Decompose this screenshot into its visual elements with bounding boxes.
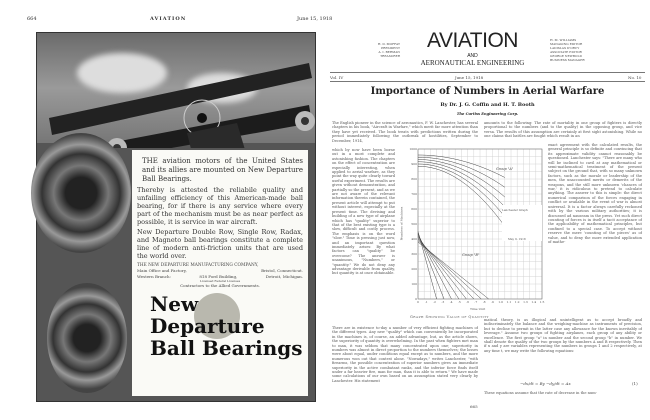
article-after-equation: These equations assume that the rate of decrease in the num-: [484, 391, 597, 395]
ad-office-5: Detroit, Michigan.: [265, 273, 303, 279]
x-tick-label: .7: [474, 300, 478, 304]
x-tick-label: .8: [482, 300, 486, 304]
article-column-right-narrow: exact agreement with the calculated results, the general principle is so definite and convincing that its approximate validity cannot reasonably be questioned. Lanchester says: "There are many who will be inclined to cavil at any mathematical or semi-mathematical treatment of the present subject on the ground that, with so many unknown factors, such as the morale or leadership of the men, the unaccounted merits or demerits of the weapons, and the still more unknown 'chances of war,' it is ridiculous to pretend to calculate anything. The answer to this is simple: the direct numerical comparison of the forces engaging in conflict or available in the event of war is almost universal. It is a factor always carefully reckoned with by the various military authorities; it is discussed ad nauseam in the press. Yet such direct counting of forces is in itself a tacit acceptance of the applicability of mathematical principles, but confined to a special case. To accept without reserve the mere 'counting of the pieces' as of value, and to deny the more extended application of mathe-: [548, 143, 642, 244]
ad-text-panel: [132, 150, 308, 396]
graph-svg: [398, 145, 546, 315]
x-tick-label: .1: [424, 300, 428, 304]
page-number-right: 665: [470, 404, 478, 409]
ball-bearing-image: [31, 133, 131, 253]
lanchester-graph: [398, 145, 546, 315]
graph-ylabel: Numbers of Machines: [399, 206, 404, 240]
brand-line-1: New Departure: [150, 292, 265, 338]
volume-rule: [330, 81, 645, 82]
x-tick-label: 1.2: [514, 300, 520, 304]
y-tick-label: 1000: [409, 147, 417, 151]
article-title: Importance of Numbers in Aerial Warfare: [370, 86, 605, 97]
x-tick-label: 1.1: [506, 300, 512, 304]
y-tick-label: 400: [411, 237, 417, 241]
staff-name: LADISLAS D'ORCY: [550, 46, 580, 50]
article-column-right-lower: matical theory, is as illogical and unintelligent as to accept broadly and indiscriminately the balance and the weighing-machine as instruments of precision, but to decline to permit in the latter case any allowance for the known inevitably of leverage." Assume two groups of fighting airplanes, each group of any ability or excellence. The first group "a" in number and the second group "b" in number. We shall denote the quality of the two groups by the numbers A and B respectively. Then if x and y are variables representing the numbers in groups 1 and 2 respectively, at any time t, we may write the following equations:: [484, 318, 642, 353]
label-group-a: Group "A": [496, 167, 514, 171]
y-tick-label: 800: [411, 177, 417, 181]
staff-role: TREASURER: [380, 54, 400, 58]
ad-office-3: Western Branch:: [137, 273, 171, 279]
article-intro: The English pioneer in the science of aeronautics, F. W. Lanchester, has several chapters in his book, "Aircraft in Warfare," which merit far more attention than they have yet received. The book treats with predictions written during the period immediately following the outbreak of hostilities, September to December, 1914,: [332, 121, 478, 143]
curve-group-b: [418, 241, 481, 300]
masthead-subtitle: AERONAUTICAL ENGINEERING: [420, 59, 525, 67]
x-tick-label: 1.4: [531, 300, 537, 304]
article-byline: By Dr. J. G. Coffin and H. T. Booth: [440, 102, 535, 108]
y-tick-label: 900: [411, 162, 417, 166]
volume: Vol. IV: [330, 75, 344, 80]
ad-office-4: 818 Ford Building,: [199, 273, 238, 279]
running-title: AVIATION: [150, 16, 187, 22]
x-tick-label: .5: [457, 300, 461, 304]
y-tick-label: 600: [411, 207, 417, 211]
staff-name: GEORGE NEWBOLD: [550, 54, 582, 58]
y-tick-label: 300: [411, 252, 417, 256]
x-tick-label: .4: [449, 300, 453, 304]
issue-number: No. 10: [628, 75, 642, 80]
airplane-photo: [37, 33, 315, 143]
brand-line-2: Ball Bearings: [150, 336, 303, 360]
graph-legend-note: May 9, 1918: [508, 237, 526, 241]
y-tick-label: 700: [411, 192, 417, 196]
article-column-right-top: amounts to the following: The rate of mortality in one group of fighters is directly proportional to the numbers (and to the quality) in the opposing group, and vice versa. The results of this assumption are certainly at first sight astonishing. While no one claims that battles are fought which result in an: [484, 121, 642, 139]
staff-role: MANAGING EDITOR: [550, 42, 583, 46]
ad-paragraph-2: New Departure Double Row, Single Row, Radax, and Magneto ball bearings constitute a complete line of modern anti-friction units that are used the world over.: [137, 228, 303, 260]
ad-brand-block: [137, 293, 303, 359]
graph-legend-title: Lanchester Graph: [502, 208, 528, 212]
label-group-b: Group "B": [462, 253, 480, 257]
staff-name: A. I. BERMAN: [378, 50, 400, 54]
staff-role: PRESIDENT: [381, 46, 400, 50]
ad-headline: THE aviation motors of the United States and its allies are mounted on New Departure Ball Bearings.: [142, 157, 303, 183]
x-tick-label: 1.3: [523, 300, 528, 304]
staff-role: ASSOCIATE EDITOR: [550, 50, 582, 54]
masthead-title: AVIATION: [427, 29, 518, 52]
ad-contractors: Contractors to the Allied Governments.: [180, 283, 260, 288]
y-tick-label: 500: [411, 222, 417, 226]
staff-name: H. D. MOFFAT: [377, 42, 400, 46]
article-column-left-narrow: which by now have been borne out in a most complete and astonishing fashion. The chapters on the effect of concentration are especially interesting, when applied to aerial warfare, as they point the way quite clearly toward useful experiment. The results are given without demonstration, and partially so the present, and as we are not aware of the relevant information therein contained, the present article will attempt to put without interest, especially at the present time. The devising and building of a new type of airplane which has "quality" superior to that of the best existing type is a slow, difficult and costly process. The emphasis is on the word "slow." Time is pressing just now, and an important question immediately arises: By what factors can "quality" be overcome? The answer is unanimous, "Numbers," or "quantity." We do not deny any advantage derivable from quality, but quantity is at once obtainable.: [332, 148, 395, 276]
ball-bearing-image-cutaway: [47, 283, 127, 393]
article-column-left-lower: There are in existence to-day a number of very efficient fighting machines of the different types. Any new "quality" which can conveniently be incorporated in the machines is, of course, an added advantage, but, as the article shows, the superiority of quantity is overwhelming. In the past when fighters met man to man, it was seldom that many concentrated upon one; superiority in numbers was almost in direct proportion to the numbers themselves; the losses were about equal, under conditions equal except as to numbers, and the more numerous won out that contest alone. "Nowadays," writes Lanchester, "with firearms, the possible concentration of superior numbers gives an immediate superiority in the active combatant ranks, and the inferior force finds itself under a far heavier fire, man for man, than it is able to return." We have made some calculations of our own based on an assumption stated very clearly by Lanchester. His statement: [332, 326, 478, 383]
x-tick-label: .2: [433, 300, 436, 304]
masthead-and: AND: [467, 53, 478, 59]
x-tick-label: 1.0: [498, 300, 504, 304]
issue-date: June 15, 1918: [455, 75, 484, 80]
x-tick-label: .6: [466, 300, 470, 304]
x-tick-label: 0: [417, 300, 419, 304]
graph-ylabel-holder: [400, 153, 404, 293]
staff-name: H. M. WILLIAMS: [550, 38, 577, 42]
masthead-left-staff: [350, 42, 400, 58]
article-affiliation: The Curtiss Engineering Corp.: [456, 112, 519, 116]
masthead-rule: [330, 72, 645, 73]
equation: −dx/dt = By −dy/dt = Ax: [520, 381, 571, 386]
ad-office-1: Main Office and Factory,: [137, 268, 187, 273]
ad-office-2: Bristol, Connecticut.: [261, 268, 303, 273]
ad-company: THE NEW DEPARTURE MANUFACTURING COMPANY,: [137, 263, 259, 268]
x-tick-label: .9: [490, 300, 494, 304]
ad-licensed: Licensed Federal Licenses: [199, 279, 241, 283]
running-date: June 15, 1918: [297, 16, 333, 22]
page-number-left: 664: [27, 16, 37, 22]
x-tick-label: 1.5: [539, 300, 545, 304]
staff-role: BUSINESS MANAGER: [550, 58, 585, 62]
new-departure-advertisement: [36, 32, 316, 402]
ad-paragraph-1: Thereby is attested the reliabile quality and unfailing efficiency of this American-made ball bearing, for if there is any service where every part of the mechanism must be as near perfect as possible, it is service in war aircraft.: [137, 186, 303, 226]
y-tick-label: 200: [411, 267, 417, 271]
y-tick-label: 0: [415, 297, 417, 301]
graph-xlabel: Time Unit: [470, 307, 486, 311]
x-tick-label: .3: [441, 300, 445, 304]
equation-number: (1): [632, 381, 638, 386]
y-tick-label: 100: [411, 282, 417, 286]
biplane-illustration: [37, 33, 315, 148]
figure-caption: Graph Showing Value of Quantity: [410, 315, 489, 319]
masthead-right-staff: [550, 38, 610, 62]
